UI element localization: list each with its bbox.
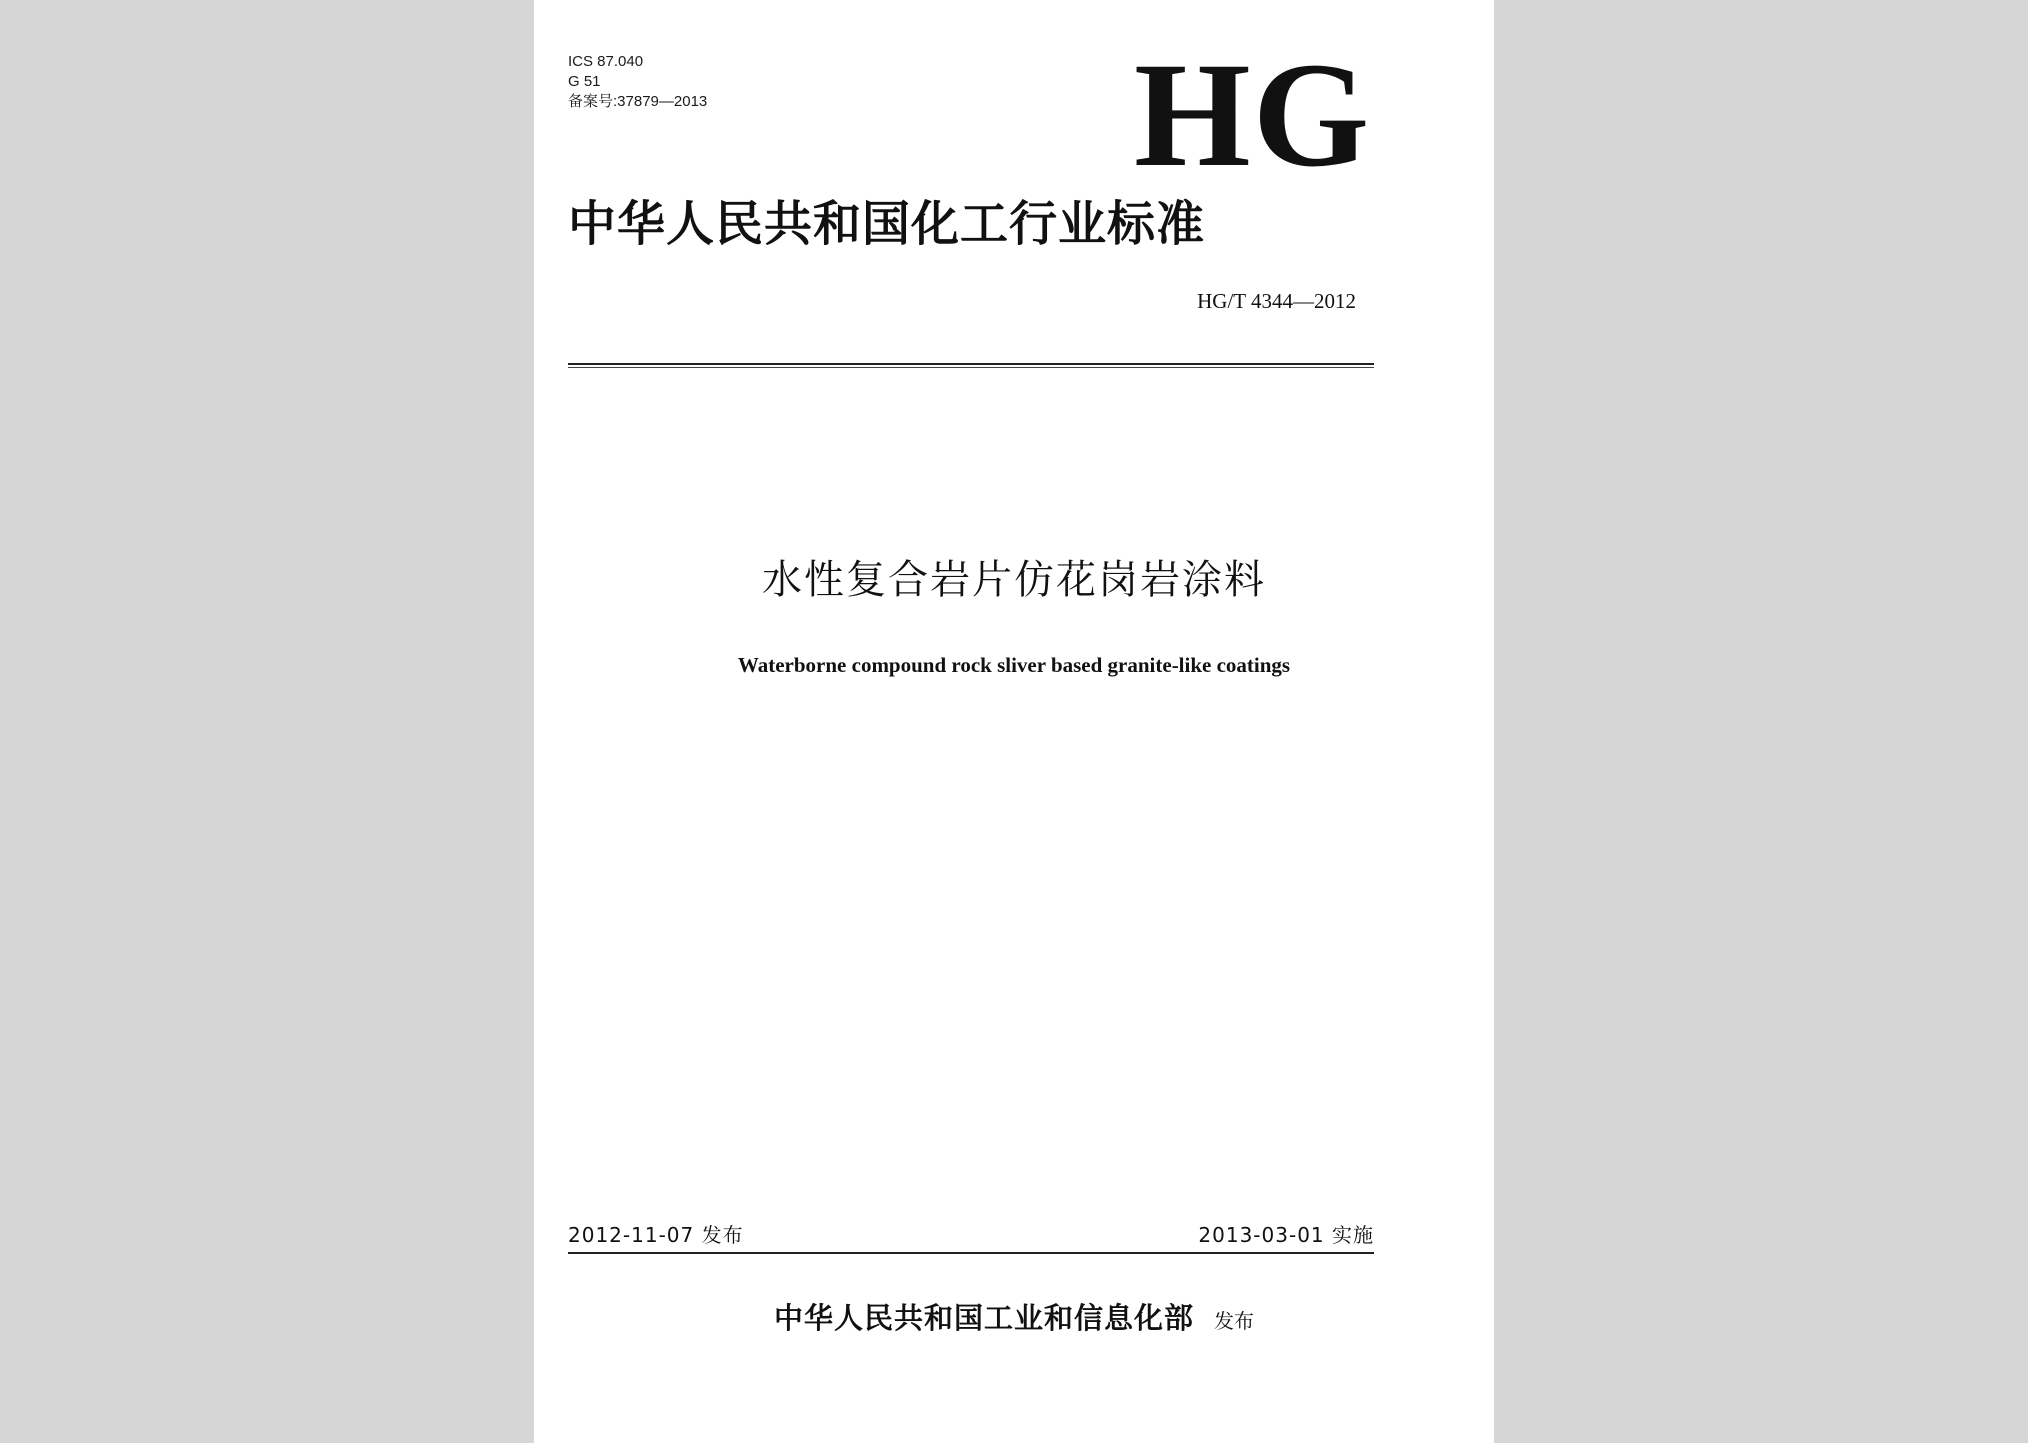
implementation-date: 2013-03-01 实施 <box>1198 1223 1374 1247</box>
header-divider <box>568 363 1374 365</box>
hg-logo: HG <box>1134 32 1372 198</box>
ccs-code: G 51 <box>568 73 601 90</box>
document-page <box>534 0 1494 1443</box>
issue-date: 2012-11-07 发布 <box>568 1223 744 1247</box>
issuer-suffix: 发布 <box>1214 1309 1254 1333</box>
header-divider-thin <box>568 367 1374 368</box>
ics-code: ICS 87.040 <box>568 53 644 70</box>
issuer-line <box>534 1300 1494 1339</box>
document-title-en: Waterborne compound rock sliver based granite-like coatings <box>737 653 1291 677</box>
filing-number: 备案号:37879—2013 <box>568 93 708 110</box>
classification-block <box>568 52 707 112</box>
standard-code: HG/T 4344—2012 <box>1197 289 1356 313</box>
standard-title: 中华人民共和国化工行业标准 <box>568 196 1206 252</box>
document-title-cn: 水性复合岩片仿花岗岩涂料 <box>762 557 1266 603</box>
footer-divider <box>568 1252 1374 1254</box>
issuer-name: 中华人民共和国工业和信息化部 <box>773 1301 1194 1335</box>
